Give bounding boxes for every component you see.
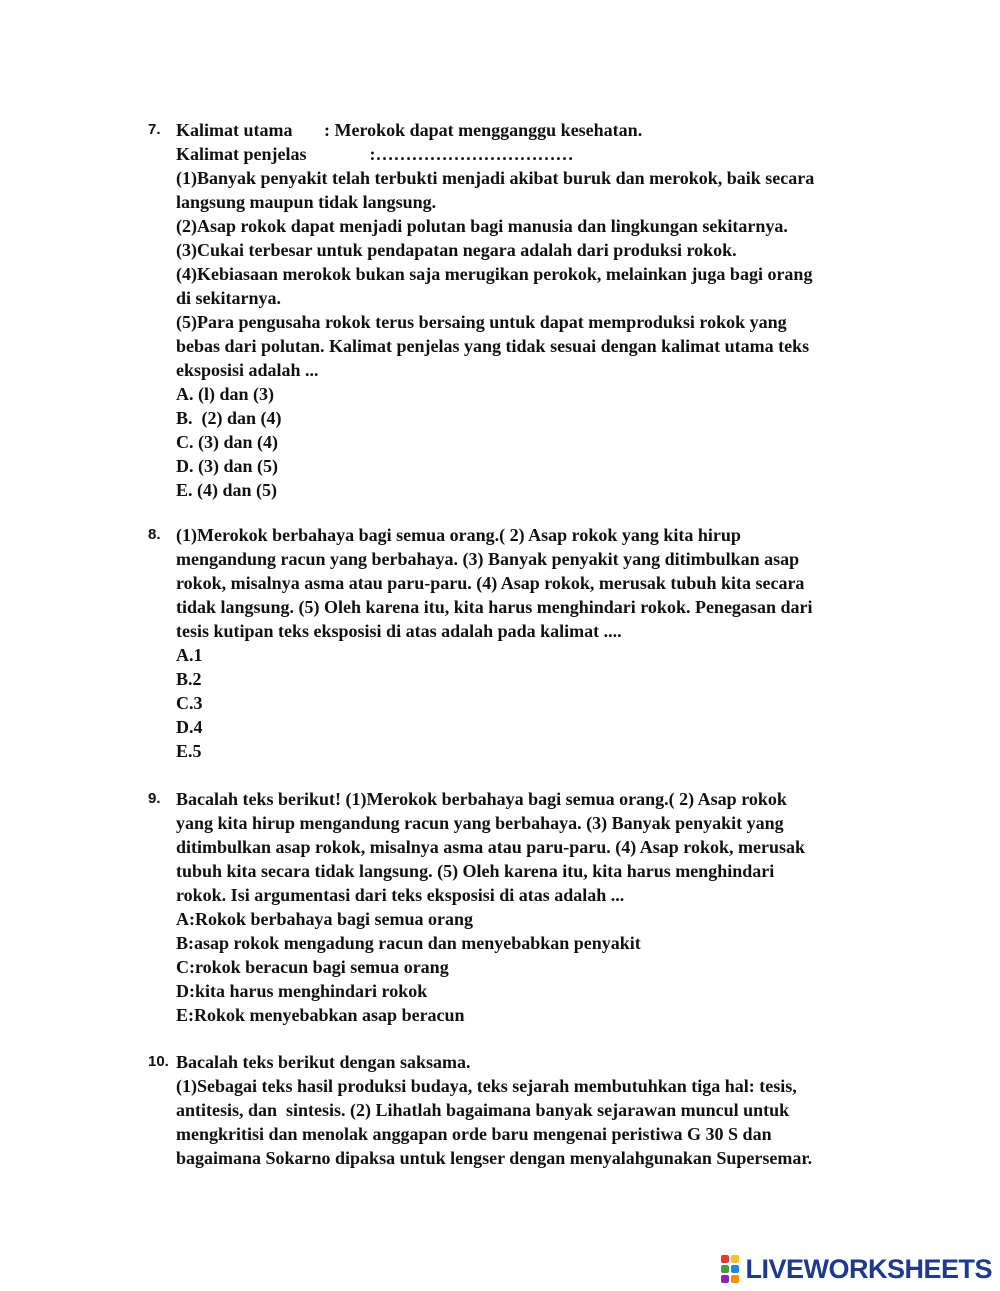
liveworksheets-logo-text: LIVEWORKSHEETS xyxy=(745,1253,992,1284)
question-number: 9. xyxy=(148,790,161,807)
question-9 xyxy=(148,787,888,1027)
question-8 xyxy=(148,523,888,763)
answer-option: E.5 xyxy=(176,741,202,761)
question-line: Kalimat penjelas :…………………………… xyxy=(176,144,574,164)
question-line: tubuh kita secara tidak langsung. (5) Oleh karena itu, kita harus menghindari xyxy=(176,861,775,881)
answer-option: D. (3) dan (5) xyxy=(176,456,278,476)
question-line: tidak langsung. (5) Oleh karena itu, kita harus menghindari rokok. Penegasan dari xyxy=(176,597,813,617)
question-body xyxy=(176,787,888,1027)
liveworksheets-logo-icon xyxy=(721,1255,739,1283)
question-number: 10. xyxy=(148,1053,169,1070)
question-line: ditimbulkan asap rokok, misalnya asma atau paru-paru. (4) Asap rokok, merusak xyxy=(176,837,805,857)
question-line: antitesis, dan sintesis. (2) Lihatlah bagaimana banyak sejarawan muncul untuk xyxy=(176,1100,790,1120)
question-number: 8. xyxy=(148,526,161,543)
liveworksheets-logo xyxy=(721,1252,992,1286)
question-line: bagaimana Sokarno dipaksa untuk lengser dengan menyalahgunakan Supersemar. xyxy=(176,1148,813,1168)
question-line: langsung maupun tidak langsung. xyxy=(176,192,437,212)
question-line: tesis kutipan teks eksposisi di atas adalah pada kalimat .... xyxy=(176,621,622,641)
answer-option: E. (4) dan (5) xyxy=(176,480,278,500)
answer-option: E:Rokok menyebabkan asap beracun xyxy=(176,1005,465,1025)
answer-option: D:kita harus menghindari rokok xyxy=(176,981,428,1001)
answer-option: A:Rokok berbahaya bagi semua orang xyxy=(176,909,474,929)
question-body xyxy=(176,1050,888,1170)
answer-option: B. (2) dan (4) xyxy=(176,408,282,428)
question-line: Kalimat utama : Merokok dapat mengganggu kesehatan. xyxy=(176,120,643,140)
question-body xyxy=(176,523,888,763)
question-line: di sekitarnya. xyxy=(176,288,282,308)
question-line: rokok, misalnya asma atau paru-paru. (4) Asap rokok, merusak tubuh kita secara xyxy=(176,573,805,593)
question-line: mengkritisi dan menolak anggapan orde baru mengenai peristiwa G 30 S dan xyxy=(176,1124,772,1144)
question-line: eksposisi adalah ... xyxy=(176,360,319,380)
question-line: (3)Cukai terbesar untuk pendapatan negara adalah dari produksi rokok. xyxy=(176,240,737,260)
question-line: yang kita hirup mengandung racun yang berbahaya. (3) Banyak penyakit yang xyxy=(176,813,784,833)
question-line: (1)Sebagai teks hasil produksi budaya, teks sejarah membutuhkan tiga hal: tesis, xyxy=(176,1076,797,1096)
question-7 xyxy=(148,118,888,502)
question-body xyxy=(176,118,888,502)
question-line: rokok. Isi argumentasi dari teks eksposisi di atas adalah ... xyxy=(176,885,625,905)
question-line: (1)Merokok berbahaya bagi semua orang.( 2) Asap rokok yang kita hirup xyxy=(176,525,741,545)
question-line: (5)Para pengusaha rokok terus bersaing untuk dapat memproduksi rokok yang xyxy=(176,312,787,332)
question-line: Bacalah teks berikut dengan saksama. xyxy=(176,1052,471,1072)
question-10 xyxy=(148,1050,888,1170)
question-line: (1)Banyak penyakit telah terbukti menjadi akibat buruk dan merokok, baik secara xyxy=(176,168,815,188)
question-line: (4)Kebiasaan merokok bukan saja merugikan perokok, melainkan juga bagi orang xyxy=(176,264,813,284)
question-line: (2)Asap rokok dapat menjadi polutan bagi manusia dan lingkungan sekitarnya. xyxy=(176,216,788,236)
answer-option: C:rokok beracun bagi semua orang xyxy=(176,957,449,977)
answer-option: A. (l) dan (3) xyxy=(176,384,274,404)
answer-option: A.1 xyxy=(176,645,203,665)
answer-option: B.2 xyxy=(176,669,202,689)
question-line: mengandung racun yang berbahaya. (3) Banyak penyakit yang ditimbulkan asap xyxy=(176,549,800,569)
answer-option: C.3 xyxy=(176,693,203,713)
answer-option: D.4 xyxy=(176,717,203,737)
question-number: 7. xyxy=(148,121,161,138)
answer-option: C. (3) dan (4) xyxy=(176,432,278,452)
answer-option: B:asap rokok mengadung racun dan menyebabkan penyakit xyxy=(176,933,641,953)
question-line: bebas dari polutan. Kalimat penjelas yang tidak sesuai dengan kalimat utama teks xyxy=(176,336,810,356)
question-line: Bacalah teks berikut! (1)Merokok berbahaya bagi semua orang.( 2) Asap rokok xyxy=(176,789,787,809)
